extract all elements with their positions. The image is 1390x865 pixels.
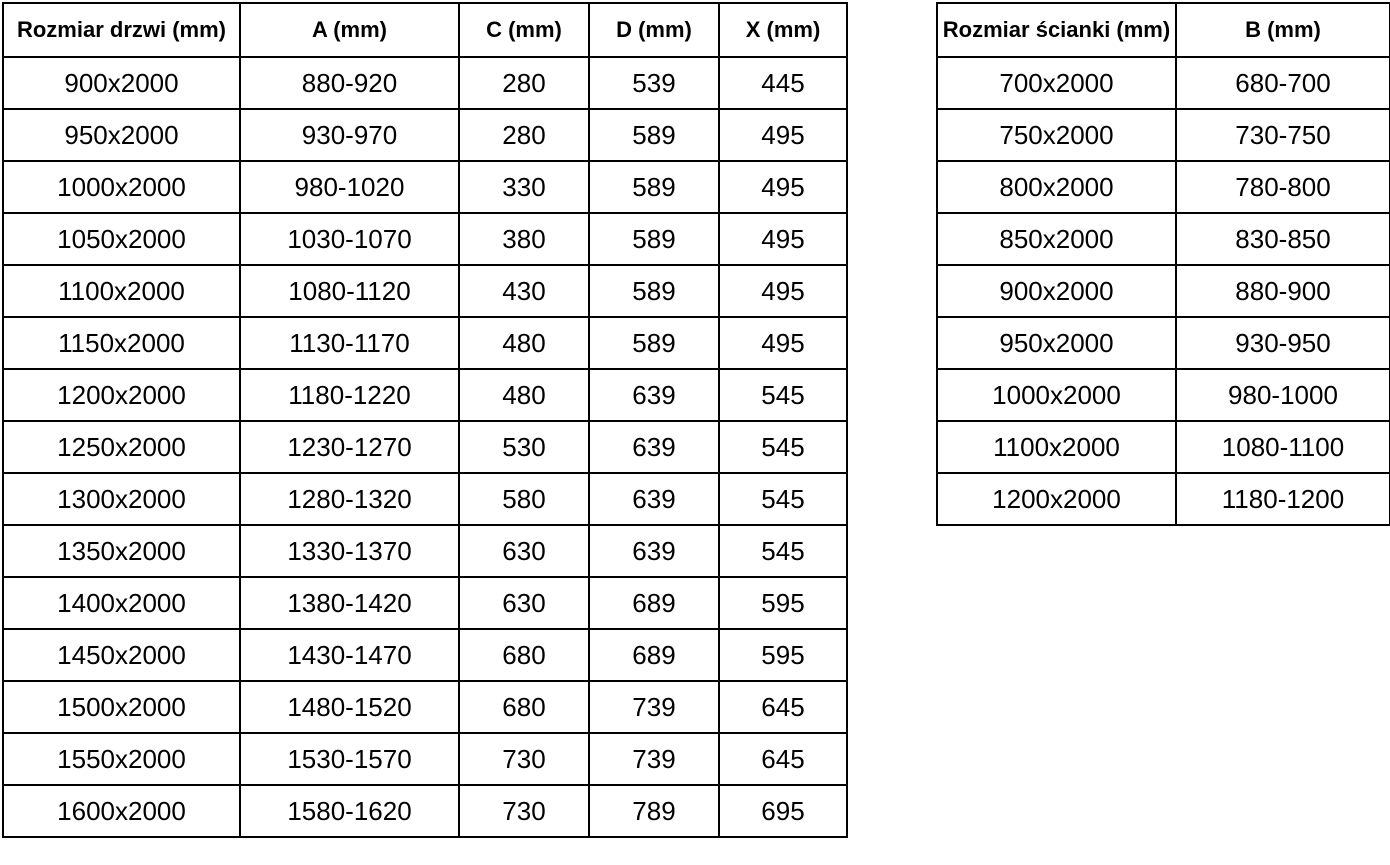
table-cell: 1300x2000 xyxy=(3,473,240,525)
table-cell: 789 xyxy=(589,785,719,837)
table-cell: 1500x2000 xyxy=(3,681,240,733)
table-cell: 880-920 xyxy=(240,57,459,109)
table-row xyxy=(3,681,847,733)
table-row xyxy=(3,421,847,473)
table-cell: 730 xyxy=(459,785,589,837)
table-cell: 589 xyxy=(589,265,719,317)
table-cell: 1330-1370 xyxy=(240,525,459,577)
table-cell: 1180-1200 xyxy=(1176,473,1390,525)
table-row xyxy=(3,785,847,837)
table-cell: 330 xyxy=(459,161,589,213)
table-cell: 695 xyxy=(719,785,847,837)
table-row xyxy=(3,525,847,577)
table-cell: 739 xyxy=(589,733,719,785)
table-cell: 1280-1320 xyxy=(240,473,459,525)
table-cell: 1150x2000 xyxy=(3,317,240,369)
table-cell: 1380-1420 xyxy=(240,577,459,629)
header-row xyxy=(3,3,847,57)
table-cell: 539 xyxy=(589,57,719,109)
table-row xyxy=(3,733,847,785)
table-cell: 495 xyxy=(719,317,847,369)
table-row xyxy=(3,629,847,681)
table-cell: 689 xyxy=(589,577,719,629)
table-cell: 1580-1620 xyxy=(240,785,459,837)
door-sizes-table xyxy=(2,2,848,838)
table-cell: 1080-1120 xyxy=(240,265,459,317)
table-cell: 739 xyxy=(589,681,719,733)
table-cell: 1200x2000 xyxy=(3,369,240,421)
table-cell: 545 xyxy=(719,473,847,525)
table-cell: 595 xyxy=(719,629,847,681)
table-row xyxy=(937,317,1390,369)
table-row xyxy=(3,317,847,369)
table-row xyxy=(937,57,1390,109)
table-cell: 1080-1100 xyxy=(1176,421,1390,473)
table-row xyxy=(937,421,1390,473)
table-cell: 850x2000 xyxy=(937,213,1176,265)
table-cell: 1100x2000 xyxy=(3,265,240,317)
table-cell: 545 xyxy=(719,525,847,577)
table-row xyxy=(937,265,1390,317)
table-cell: 530 xyxy=(459,421,589,473)
table-row xyxy=(3,265,847,317)
table-cell: 930-950 xyxy=(1176,317,1390,369)
table-cell: 980-1000 xyxy=(1176,369,1390,421)
table-row xyxy=(3,109,847,161)
table-cell: 445 xyxy=(719,57,847,109)
table-cell: 495 xyxy=(719,109,847,161)
table-cell: 950x2000 xyxy=(3,109,240,161)
table-cell: 1480-1520 xyxy=(240,681,459,733)
table-row xyxy=(937,473,1390,525)
table-cell: 639 xyxy=(589,421,719,473)
table-cell: 495 xyxy=(719,161,847,213)
table-cell: 645 xyxy=(719,733,847,785)
table-cell: 980-1020 xyxy=(240,161,459,213)
table-cell: 689 xyxy=(589,629,719,681)
table-cell: 495 xyxy=(719,265,847,317)
table-cell: 495 xyxy=(719,213,847,265)
column-header: C (mm) xyxy=(459,3,589,57)
table-row xyxy=(3,57,847,109)
column-header: A (mm) xyxy=(240,3,459,57)
table-row xyxy=(3,577,847,629)
table-cell: 280 xyxy=(459,109,589,161)
table-cell: 1100x2000 xyxy=(937,421,1176,473)
table-cell: 1400x2000 xyxy=(3,577,240,629)
table-cell: 1000x2000 xyxy=(3,161,240,213)
table-cell: 639 xyxy=(589,525,719,577)
table-cell: 1450x2000 xyxy=(3,629,240,681)
table-cell: 830-850 xyxy=(1176,213,1390,265)
table-cell: 900x2000 xyxy=(937,265,1176,317)
table-cell: 730 xyxy=(459,733,589,785)
table-row xyxy=(937,109,1390,161)
table-row xyxy=(3,161,847,213)
table-cell: 1200x2000 xyxy=(937,473,1176,525)
table-cell: 545 xyxy=(719,369,847,421)
table-cell: 580 xyxy=(459,473,589,525)
table-cell: 1600x2000 xyxy=(3,785,240,837)
table-cell: 639 xyxy=(589,473,719,525)
table-row xyxy=(3,369,847,421)
table-cell: 589 xyxy=(589,213,719,265)
table-cell: 750x2000 xyxy=(937,109,1176,161)
table-cell: 680 xyxy=(459,629,589,681)
table-row xyxy=(937,213,1390,265)
table-cell: 280 xyxy=(459,57,589,109)
column-header: X (mm) xyxy=(719,3,847,57)
table-cell: 589 xyxy=(589,161,719,213)
table-cell: 780-800 xyxy=(1176,161,1390,213)
table-cell: 630 xyxy=(459,577,589,629)
table-row xyxy=(937,369,1390,421)
table-cell: 480 xyxy=(459,317,589,369)
table-cell: 950x2000 xyxy=(937,317,1176,369)
table-cell: 1430-1470 xyxy=(240,629,459,681)
table-cell: 680-700 xyxy=(1176,57,1390,109)
wall-panel-sizes-table xyxy=(936,2,1390,526)
column-header: Rozmiar ścianki (mm) xyxy=(937,3,1176,57)
table-cell: 595 xyxy=(719,577,847,629)
header-row xyxy=(937,3,1390,57)
table-row xyxy=(3,473,847,525)
table-cell: 1130-1170 xyxy=(240,317,459,369)
table-cell: 1250x2000 xyxy=(3,421,240,473)
table-cell: 730-750 xyxy=(1176,109,1390,161)
table-cell: 480 xyxy=(459,369,589,421)
column-header: Rozmiar drzwi (mm) xyxy=(3,3,240,57)
table-cell: 1350x2000 xyxy=(3,525,240,577)
table-cell: 800x2000 xyxy=(937,161,1176,213)
table-cell: 700x2000 xyxy=(937,57,1176,109)
table-cell: 639 xyxy=(589,369,719,421)
table-cell: 880-900 xyxy=(1176,265,1390,317)
table-cell: 589 xyxy=(589,109,719,161)
table-cell: 589 xyxy=(589,317,719,369)
table-cell: 1530-1570 xyxy=(240,733,459,785)
column-header: B (mm) xyxy=(1176,3,1390,57)
table-row xyxy=(3,213,847,265)
table-cell: 1230-1270 xyxy=(240,421,459,473)
table-cell: 1030-1070 xyxy=(240,213,459,265)
table-cell: 1550x2000 xyxy=(3,733,240,785)
column-header: D (mm) xyxy=(589,3,719,57)
table-cell: 1050x2000 xyxy=(3,213,240,265)
table-cell: 930-970 xyxy=(240,109,459,161)
table-cell: 545 xyxy=(719,421,847,473)
table-cell: 430 xyxy=(459,265,589,317)
table-cell: 1000x2000 xyxy=(937,369,1176,421)
table-cell: 645 xyxy=(719,681,847,733)
table-cell: 1180-1220 xyxy=(240,369,459,421)
table-cell: 680 xyxy=(459,681,589,733)
table-cell: 380 xyxy=(459,213,589,265)
table-row xyxy=(937,161,1390,213)
table-cell: 630 xyxy=(459,525,589,577)
table-cell: 900x2000 xyxy=(3,57,240,109)
